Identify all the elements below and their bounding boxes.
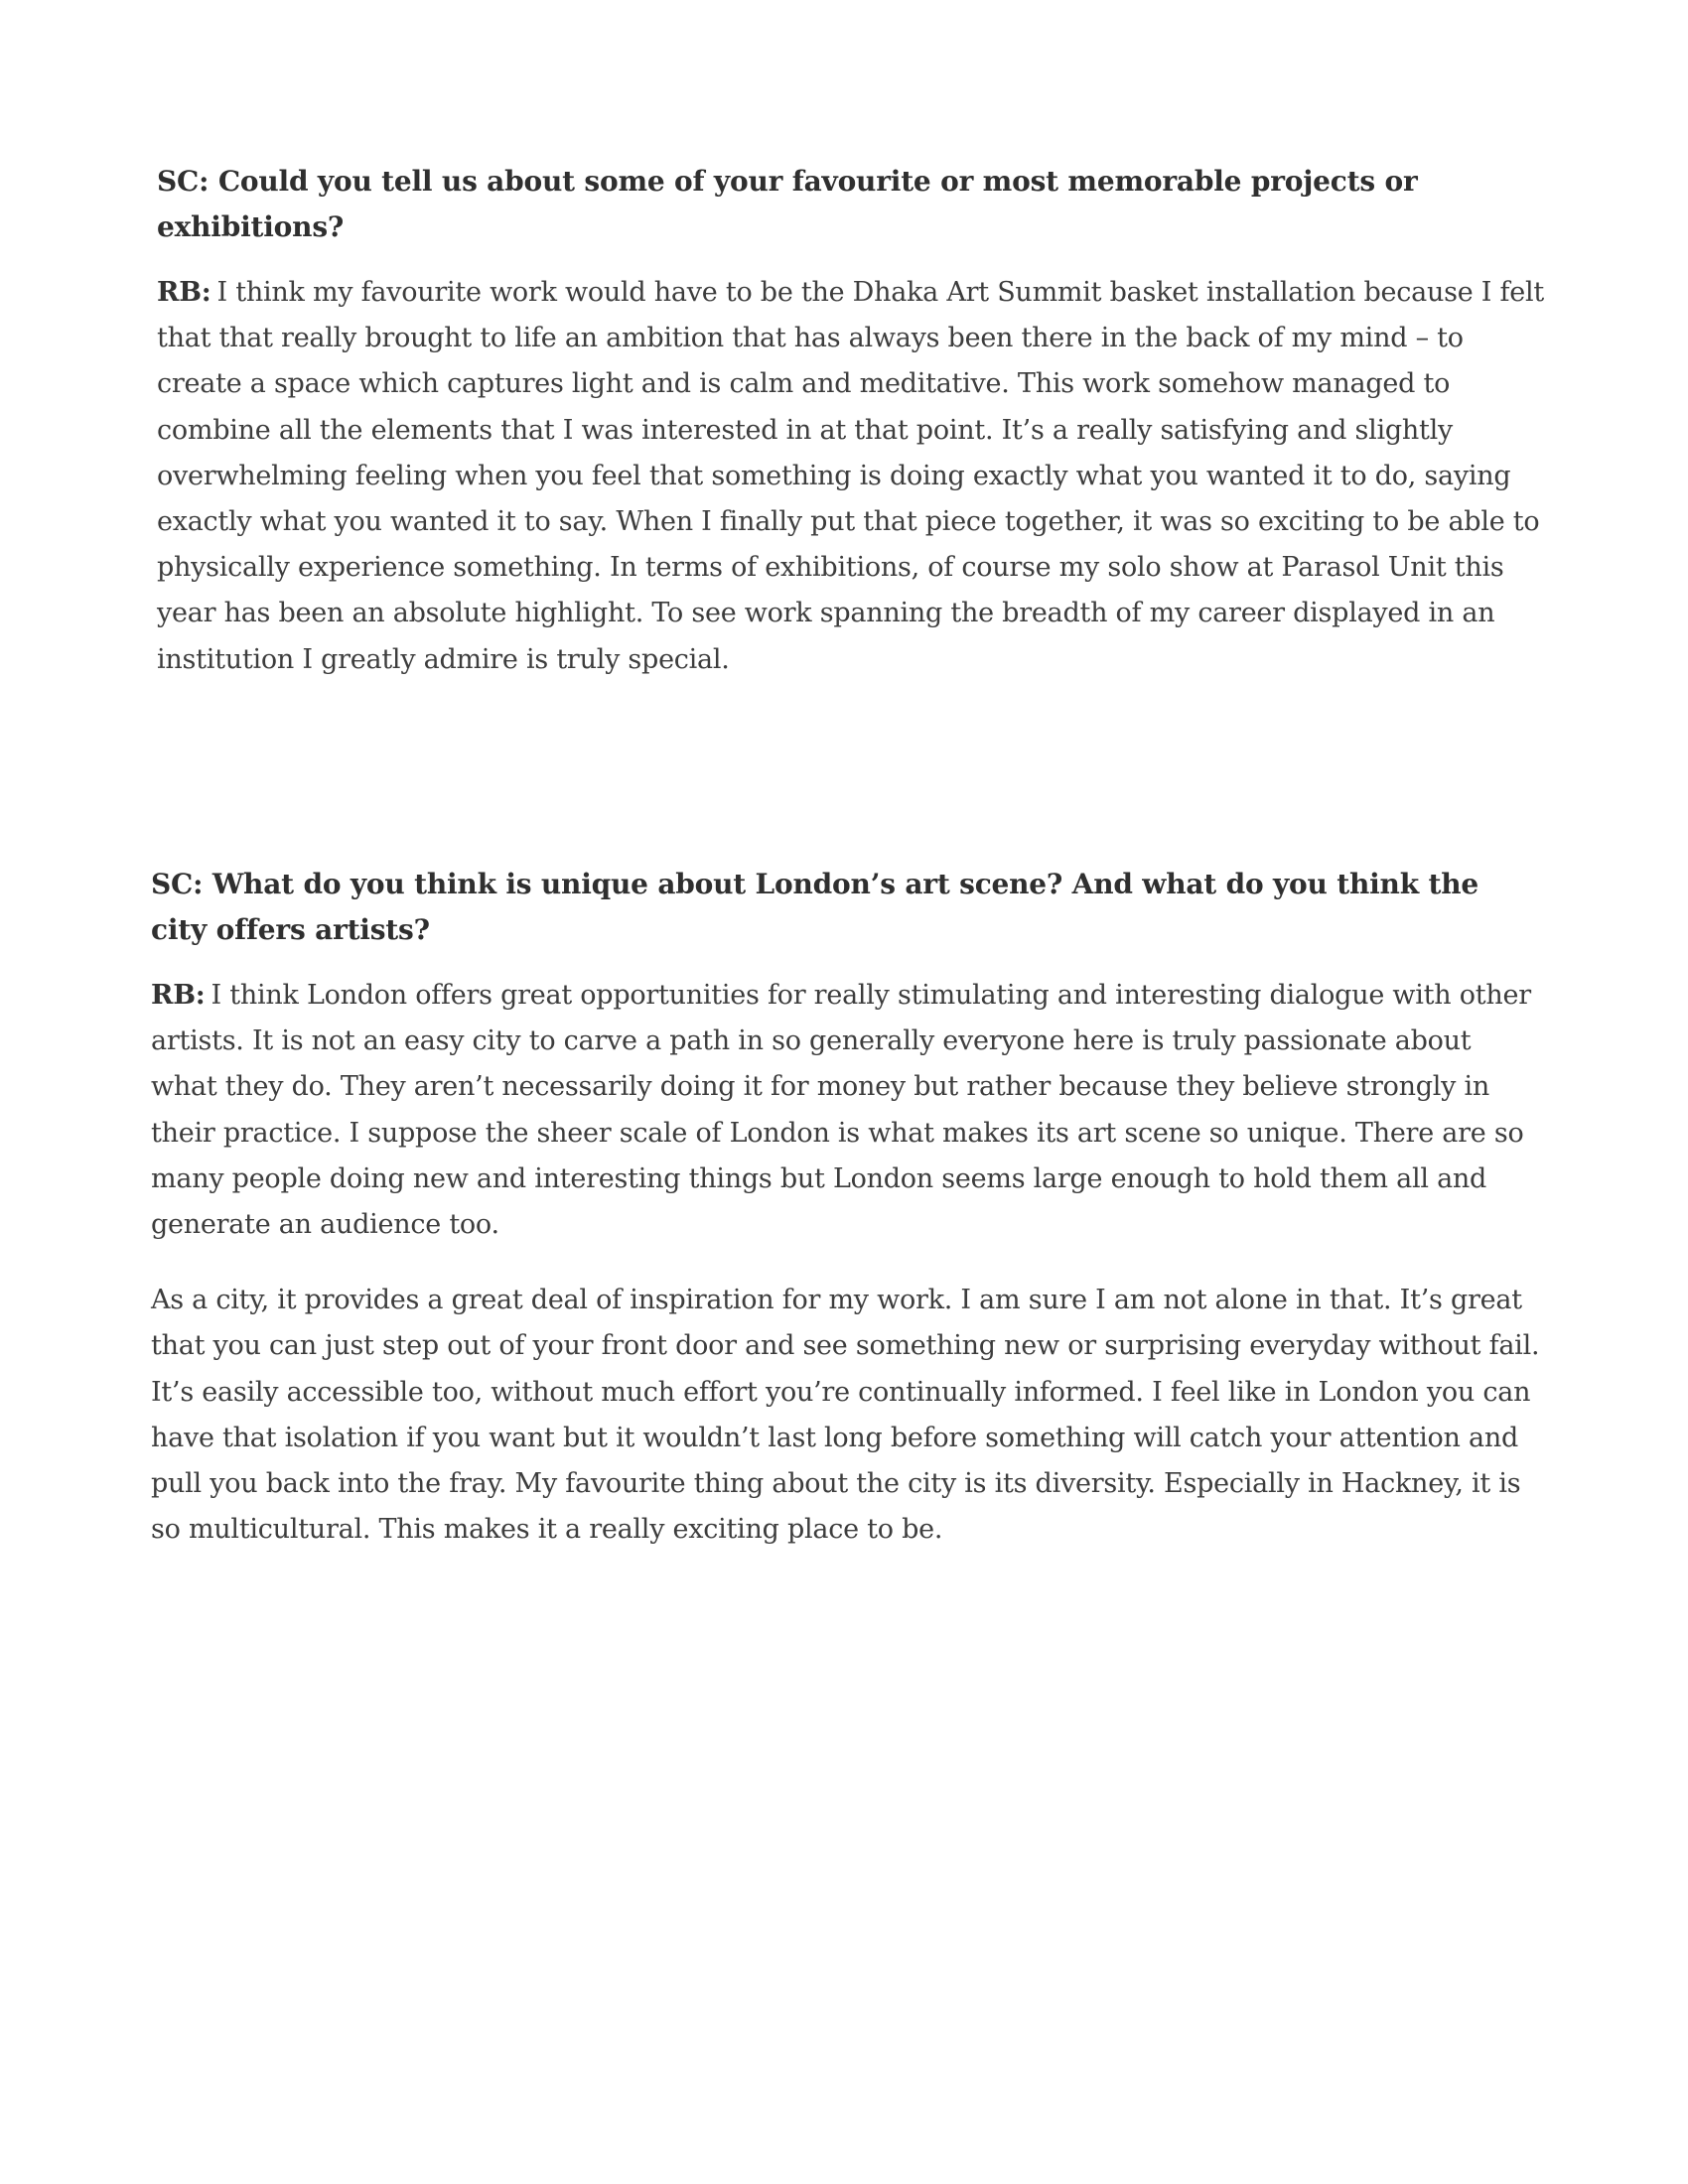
question-1	[157, 159, 1547, 250]
question-1-speaker: SC:	[157, 165, 210, 198]
interview-section-2	[151, 862, 1541, 1582]
question-2	[151, 862, 1541, 953]
question-2-speaker: SC:	[151, 868, 204, 900]
answer-1-speaker: RB:	[157, 277, 211, 308]
answer-1-text: I think my favourite work would have to be the Dhaka Art Summit basket installation because I felt that that really brought to life an ambition that has always been there in the back of my mind – to create a space which captures light and is calm and meditative. This work somehow managed to combine all the elements that I was interested in at that point. It’s a really satisfying and slightly overwhelming feeling when you feel that something is doing exactly what you wanted it to do, saying exactly what you wanted it to say. When I finally put that piece together, it was so exciting to be able to physically experience something. In terms of exhibitions, of course my solo show at Parasol Unit this year has been an absolute highlight. To see work spanning the breadth of my career displayed in an institution I greatly admire is truly special.	[157, 277, 1545, 675]
interview-section-1	[157, 159, 1547, 713]
answer-2-continued-text: As a city, it provides a great deal of inspiration for my work. I am sure I am not alone in that. It’s great that you can just step out of your front door and see something new or surprising everyday without fail. It’s easily accessible too, without much effort you’re continually informed. I feel like in London you can have that isolation if you want but it wouldn’t last long before something will catch your attention and pull you back into the fray. My favourite thing about the city is its diversity. Especially in Hackney, it is so multicultural. This makes it a really exciting place to be.	[151, 1285, 1540, 1546]
answer-1	[157, 270, 1547, 683]
question-1-text: Could you tell us about some of your favourite or most memorable projects or exhibitions?	[157, 165, 1418, 243]
question-2-text: What do you think is unique about London’s art scene? And what do you think the city offers artists?	[151, 868, 1478, 946]
answer-2-speaker: RB:	[151, 980, 206, 1011]
answer-2	[151, 973, 1541, 1248]
answer-2-continued	[151, 1278, 1541, 1553]
answer-2-text: I think London offers great opportunities for really stimulating and interesting dialogue with other artists. It is not an easy city to carve a path in so generally everyone here is truly passionate about what they do. They aren’t necessarily doing it for money but rather because they believe strongly in their practice. I suppose the sheer scale of London is what makes its art scene so unique. There are so many people doing new and interesting things but London seems large enough to hold them all and generate an audience too.	[151, 980, 1531, 1241]
